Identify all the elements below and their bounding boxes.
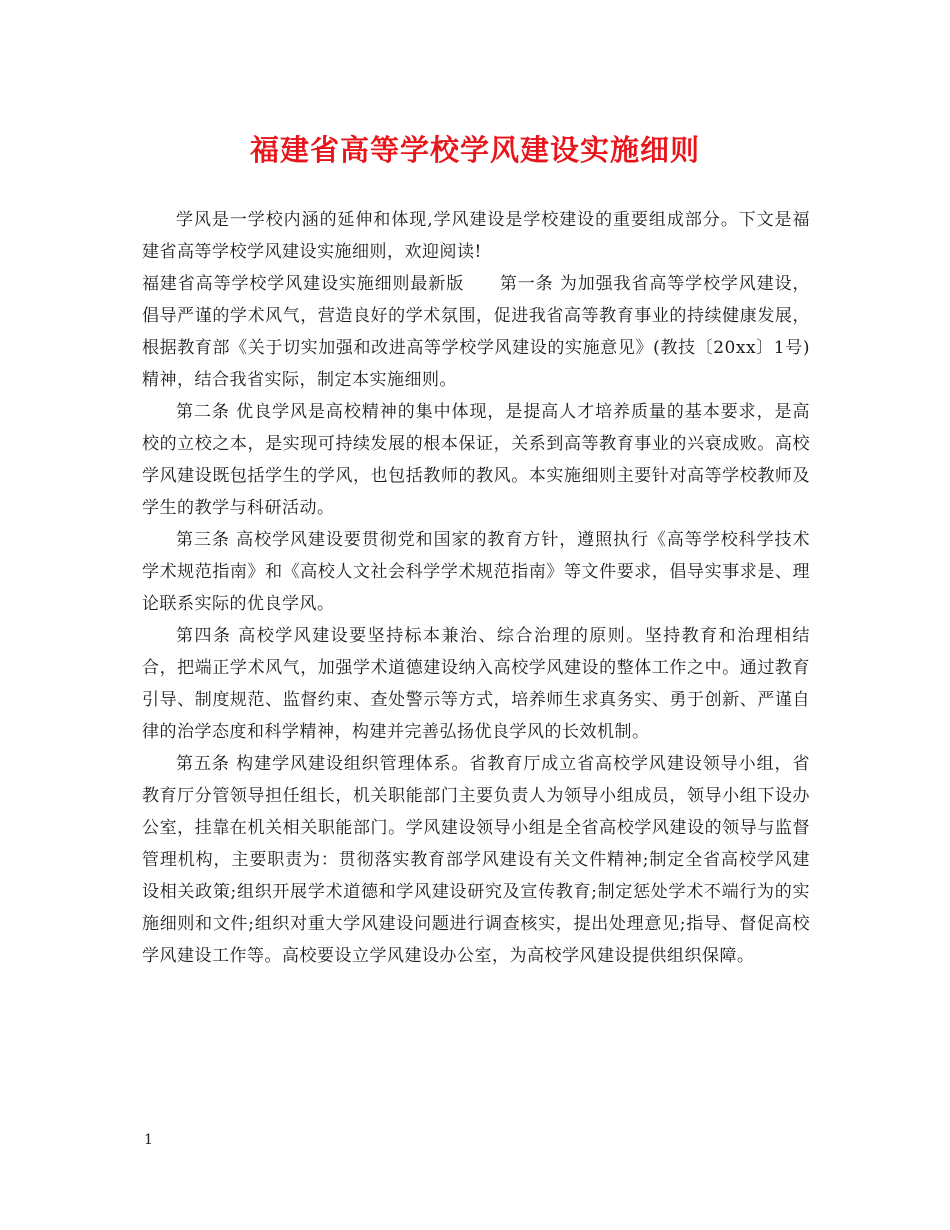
article-4-paragraph: 第四条 高校学风建设要坚持标本兼治、综合治理的原则。坚持教育和治理相结合，把端正学术风气，加强学术道德建设纳入高校学风建设的整体工作之中。通过教育引导、制度规范、监督约束、查处警示等方式，培养师生求真务实、勇于创新、严谨自律的治学态度和科学精神，构建并完善弘扬优良学风的长效机制。 <box>142 626 810 742</box>
article-3-paragraph: 第三条 高校学风建设要贯彻党和国家的教育方针，遵照执行《高等学校科学技术学术规范指南》和《高校人文社会科学学术规范指南》等文件要求，倡导实事求是、理论联系实际的优良学风。 <box>142 530 810 614</box>
article-2-paragraph: 第二条 优良学风是高校精神的集中体现，是提高人才培养质量的基本要求，是高校的立校之本，是实现可持续发展的根本保证，关系到高等教育事业的兴衰成败。高校学风建设既包括学生的学风，也包括教师的教风。本实施细则主要针对高等学校教师及学生的教学与科研活动。 <box>142 402 810 518</box>
page-number: 1 <box>144 1132 153 1148</box>
article-1-paragraph: 福建省高等学校学风建设实施细则最新版 第一条 为加强我省高等学校学风建设，倡导严谨的学术风气，营造良好的学术氛围，促进我省高等教育事业的持续健康发展，根据教育部《关于切实加强和改进高等学校学风建设的实施意见》(教技〔20xx〕1号)精神，结合我省实际，制定本实施细则。 <box>142 274 810 390</box>
intro-paragraph: 学风是一学校内涵的延伸和体现,学风建设是学校建设的重要组成部分。下文是福建省高等学校学风建设实施细则，欢迎阅读! <box>142 210 810 262</box>
article-5-paragraph: 第五条 构建学风建设组织管理体系。省教育厅成立省高校学风建设领导小组，省教育厅分管领导担任组长，机关职能部门主要负责人为领导小组成员，领导小组下设办公室，挂靠在机关相关职能部门。学风建设领导小组是全省高校学风建设的领导与监督管理机构，主要职责为：贯彻落实教育部学风建设有关文件精神;制定全省高校学风建设相关政策;组织开展学术道德和学风建设研究及宣传教育;制定惩处学术不端行为的实施细则和文件;组织对重大学风建设问题进行调查核实，提出处理意见;指导、督促高校学风建设工作等。高校要设立学风建设办公室，为高校学风建设提供组织保障。 <box>142 754 810 966</box>
document-title: 福建省高等学校学风建设实施细则 <box>249 133 700 167</box>
document-body <box>142 204 810 972</box>
